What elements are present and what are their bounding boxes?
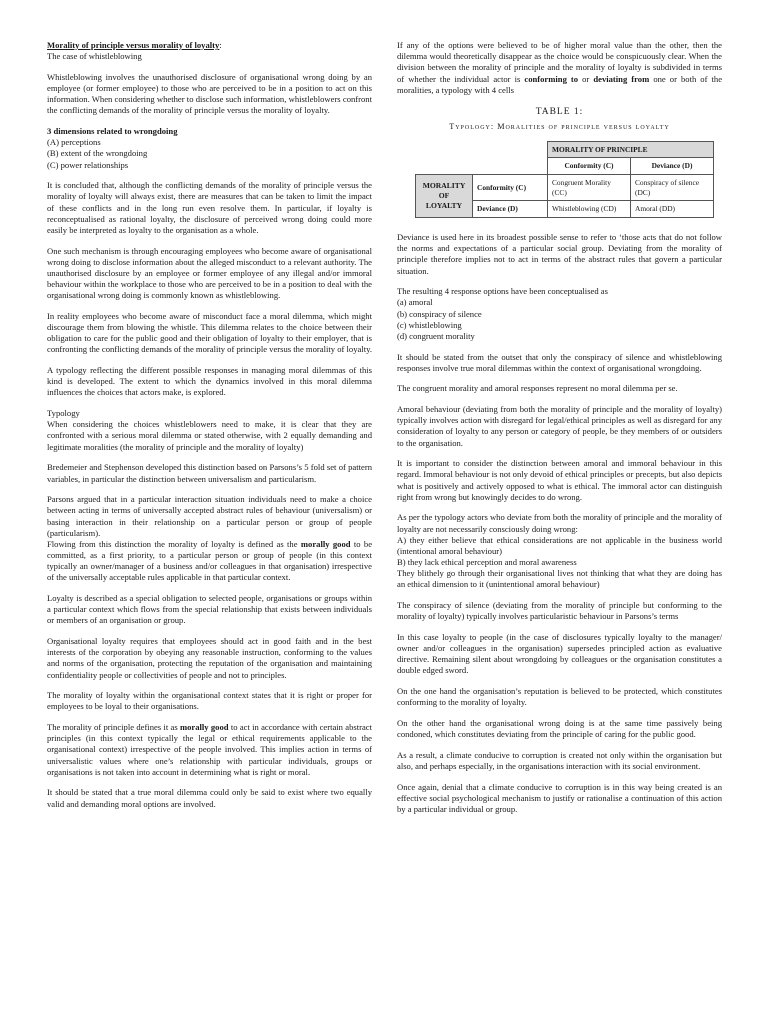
list-item: (b) conspiracy of silence	[397, 308, 482, 319]
options-intro: The resulting 4 response options have been conceptualised as	[397, 286, 608, 297]
principle-header: MORALITY OF PRINCIPLE	[548, 141, 714, 158]
paragraph-line: B) they lack ethical perception and moral awareness	[397, 557, 577, 568]
list-item: (d) congruent morality	[397, 330, 475, 341]
paragraph: On the other hand the organisational wrong doing is at the same time passively being condoned, which constitutes deviating from the principle of caring for the public good.	[397, 718, 722, 740]
paragraph: It should be stated from the outset that only the conspiracy of silence and whistleblowing responses involve true moral dilemmas within the context of organisational wrongdoing.	[397, 351, 722, 373]
typology-heading: Typology	[47, 408, 80, 419]
paragraph	[397, 512, 722, 590]
paragraph: Deviance is used here in its broadest possible sense to refer to ‘those acts that do not follow the norms and expectations of a particular social group. Deviating from the morality of principle therefore implies not to act in terms of the abstract rules that govern a particular situation.	[397, 231, 722, 276]
paragraph: In reality employees who become aware of misconduct face a moral dilemma, which might discourage them from blowing the whistle. This dilemma relates to the choice between their obligation to care for the public good and their obligation of loyalty to their employer, that is confronting the conflicting demands of the morality of principle versus the morality of loyalty.	[47, 310, 372, 355]
paragraph: A typology reflecting the different possible responses in managing moral dilemmas of this kind is developed. The extent to which the dynamics involved in this moral dilemma influences the choices that actors make, is explored.	[47, 365, 372, 398]
cell-amoral: Amoral (DD)	[631, 201, 714, 218]
paragraph: Whistleblowing involves the unauthorised disclosure of organisational wrong doing by an employee (or former employee) to those who are perceived to be in a position to act on this information. When considering whether to disclose such information, whistleblowers confront the conflicting demands of the morality of principle versus the morality of loyalty.	[47, 71, 372, 116]
left-column	[47, 40, 372, 819]
cell-congruent-morality: Congruent Morality (CC)	[548, 175, 631, 201]
right-column	[397, 40, 722, 825]
paragraph: As a result, a climate conducive to corruption is created not only within the organisation but also, and perhaps especially, in the organisations interaction with its social environment.	[397, 749, 722, 772]
paragraph-line: As per the typology actors who deviate from both the morality of principle and the morality of loyalty are not necessarily consciously doing wrong:	[397, 512, 722, 534]
paragraph: The conspiracy of silence (deviating from the morality of principle but conforming to the morality of loyalty) typically involves particularistic behaviour in Parsons’s terms	[397, 600, 722, 622]
paragraph: Parsons argued that in a particular interaction situation individuals need to make a choice between acting in terms of universally accepted abstract rules of behaviour (universalism) or basing interaction in their relationship on a particular person or group of people (particularism).	[47, 494, 372, 538]
dimensions-list	[47, 137, 372, 171]
paragraph: Amoral behaviour (deviating from both the morality of principle and the morality of loyalty) typically involves action with disregard for legal/ethical principles as well as disregard for any consideration of loyalty to any person or category of people, be they members of or outsiders to the organisation.	[397, 404, 722, 448]
list-item: (B) extent of the wrongdoing	[47, 148, 148, 159]
paragraph: Once again, denial that a climate conducive to corruption is in this way being created is an effective social psychological mechanism to justify or rationalise a continuation of this action by a particular individual or group.	[397, 781, 722, 815]
paragraph: It is important to consider the distinction between amoral and immoral behaviour in this regard. Immoral behaviour is not only devoid of ethical principles or precepts, but also depicts what is positively and actively opposed to what is ethical. The immoral actor can distinguish right from wrong but knowingly decides to do wrong.	[397, 458, 722, 502]
typology-table-block	[397, 106, 722, 218]
document-subtitle: The case of whistleblowing	[47, 51, 142, 62]
paragraph: Organisational loyalty requires that employees should act in good faith and in the best interests of the corporation by obeying any reasonable instruction, conforming to the values and norms of the organisation, protecting the reputation of the organisation and maintaining confidentiality people or collectivities of people and not to principles.	[47, 636, 372, 680]
paragraph: The congruent morality and amoral responses represent no moral dilemma per se.	[397, 383, 678, 394]
cell-conspiracy-of-silence: Conspiracy of silence (DC)	[631, 175, 714, 201]
paragraph: It should be stated that a true moral dilemma could only be said to exist where two equally valid and demanding moral options are involved.	[47, 787, 372, 809]
paragraph: In this case loyalty to people (in the case of disclosures typically loyalty to the manager/ owner and/or colleagues in the organisation) supersedes principled action as evaluative directive. Remaining silent about wrongdoing by colleagues or the organisation constitutes a double edged sword.	[397, 631, 722, 676]
list-item: (C) power relationships	[47, 159, 129, 170]
paragraph: The morality of principle defines it as morally good to act in accordance with certain abstract principles (in this context typically the legal or ethical requirements applicable to the organisational context) irrespective of the people involved. This implies action in terms of universalistic values where one’s relationship with particular individuals, groups or organisations is not taken into account in determining what is right or moral.	[47, 722, 372, 777]
loyalty-header: MORALITY OF LOYALTY	[416, 175, 473, 218]
options-list	[397, 297, 722, 342]
paragraph-line: A) they either believe that ethical considerations are not applicable in the business world (intentional amoral behaviour)	[397, 534, 722, 556]
list-item: (A) perceptions	[47, 137, 101, 148]
paragraph: When considering the choices whistleblowers need to make, it is clear that they are confronted with a serious moral dilemma or stated otherwise, with 2 equally demanding and legitimate moralities (the morality of principle and the morality of loyalty)	[47, 419, 372, 452]
typology-table	[415, 141, 714, 218]
cell-whistleblowing: Whistleblowing (CD)	[548, 201, 631, 218]
conformity-row-header: Conformity (C)	[473, 175, 548, 201]
table-subtitle: Typology: Moralities of principle versus loyalty	[449, 122, 670, 132]
paragraph-line: They blithely go through their organisational lives not thinking that what they are doing has an ethical dimension to it (unintentional amoral behaviour)	[397, 568, 722, 590]
conformity-column-header: Conformity (C)	[548, 158, 631, 175]
paragraph: The morality of loyalty within the organisational context states that it is right or proper for employees to be loyal to their organisations.	[47, 690, 372, 712]
paragraph: It is concluded that, although the conflicting demands of the morality of principle versus the morality of loyalty will always exist, there are measures that can be taken to limit the impact of these conflicts and in the long run even resolve them. In particular, if loyalty is reconceptualised as rational loyalty, the disclosure of perceived wrong doing could more easily be interpreted as loyalty to the organisation as a whole.	[47, 180, 372, 235]
deviance-column-header: Deviance (D)	[631, 158, 714, 175]
paragraph: Flowing from this distinction the morality of loyalty is defined as the morally good to be committed, as a first priority, to a particular person or group of people (in this context typically an owner/manager of a business and/or colleagues in that organisation) irrespective of the universally acceptable rules applicable in that particular context.	[47, 538, 373, 583]
paragraph: Bredemeier and Stephenson developed this distinction based on Parsons’s 5 fold set of pattern variables, in particular the distinction between universalism and particularism.	[47, 462, 372, 484]
paragraph: If any of the options were believed to be of higher moral value than the other, then the dilemma would theoretically disappear as the choice would be conspicuously clear. When the division between the morality of principle and the morality of loyalty is subdivided in terms of whether the individual actor is conforming to or deviating from one or both of the moralities, a typology with 4 cells	[397, 40, 723, 95]
deviance-row-header: Deviance (D)	[473, 201, 548, 218]
dimensions-heading: 3 dimensions related to wrongdoing	[47, 126, 178, 137]
paragraph: On the one hand the organisation’s reputation is believed to be protected, which constitutes conforming to the morality of loyalty.	[397, 686, 722, 708]
paragraph: Loyalty is described as a special obligation to selected people, organisations or groups within a particular context which flows from the special relationship that exists between individuals or members of an organisation or group.	[47, 593, 372, 626]
paragraph: One such mechanism is through encouraging employees who become aware of organisational wrong doing to disclose information about the alleged misconduct to a relevant authority. The unauthorised disclosure by an employee or former employee of any illegal and/or immoral behaviour within the workplace to those who are perceived to be in a position to deal with the organisational wrong doing is commonly known as whistleblowing.	[47, 245, 372, 301]
list-item: (c) whistleblowing	[397, 319, 462, 330]
list-item: (a) amoral	[397, 297, 433, 308]
table-title: TABLE 1:	[535, 106, 584, 117]
document-title: Morality of principle versus morality of loyalty:	[47, 40, 222, 50]
